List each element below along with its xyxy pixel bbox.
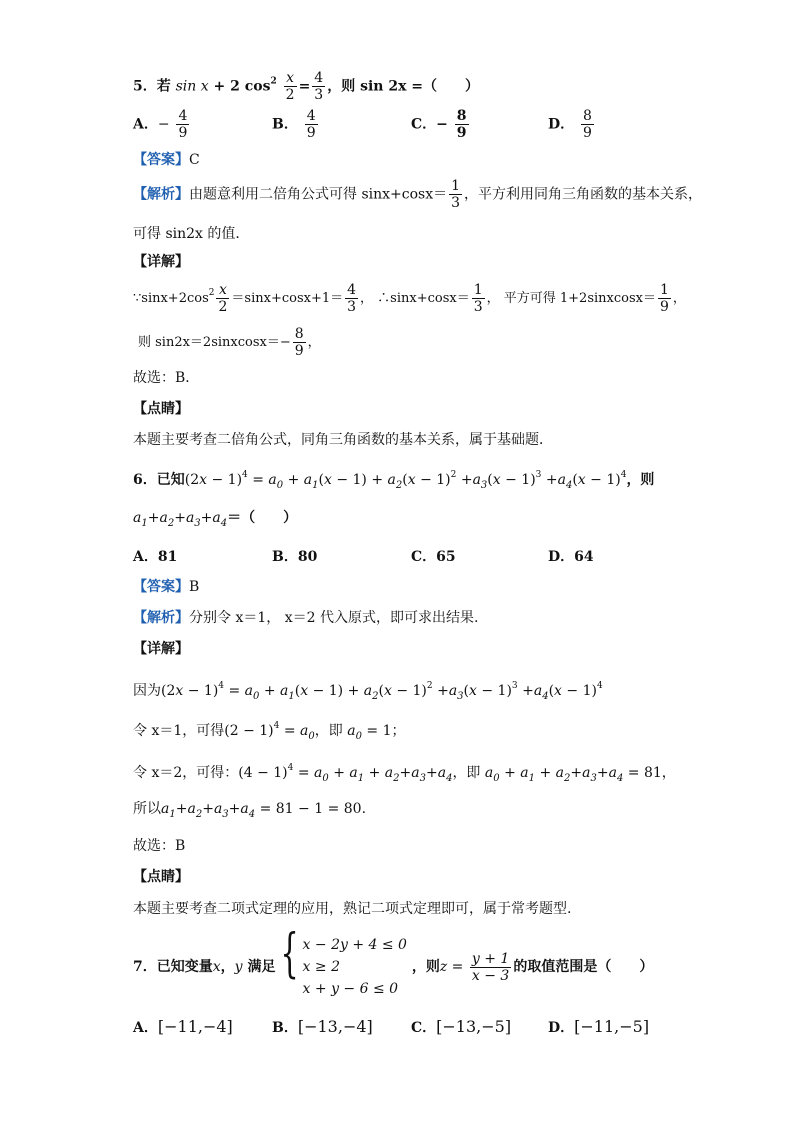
q6-stem: 6．已知$(2x - 1)^4 = a_0 + a_1(x - 1) + a_2(x - 1)^2 +a_3(x - 1)^3 +a_4(x - 1)^4$，则 (133, 470, 655, 491)
option-b: B． $\frac{4}{9}$ (272, 108, 316, 141)
q6-ask: $a_1+a_2+a_3+a_4=$（ ） (133, 510, 298, 529)
q5-detail-line2: 则 sin2x＝2sinxcosx＝− $\frac{8}{9}$ ， (138, 326, 321, 359)
option-a: A．81 (133, 549, 178, 565)
q6-detail-line4: 所以$a_1+a_2+a_3+a_4 = 81 - 1 = 80$. (133, 801, 367, 820)
q5-stem: 5．若 sin x + 2 $\cos^2$ $\frac{x}{2}$ = $\frac{4}{3}$ ，则 sin 2x =（ ） (133, 70, 480, 103)
option-d: D．64 (548, 549, 594, 565)
option-c: C．65 (411, 549, 456, 565)
option-a: A．[−11,−4] (133, 1017, 233, 1036)
q5-analysis: 【解析】由题意利用二倍角公式可得 sinx+cosx＝ $\frac{1}{3}$ ，平方利用同角三角函数的基本关系， (133, 178, 703, 211)
q7-stem: 7．已知变量x，y 满足 { x − 2y + 4 ≤ 0 x ≥ 2 x + y − 6 ≤ 0 ，则z = $\frac{y + 1}{x - 3}$ 的取值范围是（ ） (133, 928, 653, 1003)
option-d: D． $\frac{8}{9}$ (548, 108, 592, 141)
q5-analysis-cont: 可得 sin2x 的值． (133, 226, 250, 242)
q6-comment: 本题主要考查二项式定理的应用，熟记二项式定理即可，属于常考题型. (133, 901, 572, 917)
option-b: B．[−13,−4] (272, 1017, 373, 1036)
q5-comment: 本题主要考查二倍角公式，同角三角函数的基本关系，属于基础题． (133, 432, 553, 448)
option-d: D．[−11,−5] (548, 1017, 650, 1036)
option-c: C．− $\frac{8}{9}$ (411, 108, 467, 141)
q6-choose: 故选：B (133, 838, 186, 854)
q5-detail-line1: $\because\sin x+2\cos^2$ $\frac{x}{2}$ ＝sinx+cosx+1＝ $\frac{4}{3}$ ， ∴sinx+cosx＝ $\frac{1}{3}$ ， 平方可得 1+2sinxcosx＝ $\frac{1}{9}$ ， (133, 282, 686, 315)
q6-answer: 【答案】B (133, 579, 200, 595)
q6-detail-tag: 【详解】 (133, 641, 189, 657)
q6-comment-tag: 【点睛】 (133, 869, 189, 885)
q5-choose: 故选：B． (133, 370, 200, 386)
q5-comment-tag: 【点睛】 (133, 401, 189, 417)
constraint-system: x − 2y + 4 ≤ 0 x ≥ 2 x + y − 6 ≤ 0 (302, 937, 407, 997)
q6-detail-line3: 令 x＝2，可得：$(4 - 1)^4 = a_0 + a_1 + a_2+a_3+a_4$，即 $a_0 + a_1 + a_2+a_3+a_4 = 81$， (133, 763, 676, 784)
q5-answer: 【答案】C (133, 152, 200, 168)
q6-detail-line1: 因为$(2x - 1)^4 = a_0 + a_1(x - 1) + a_2(x - 1)^2 +a_3(x - 1)^3 +a_4(x - 1)^4$ (133, 681, 603, 702)
q5-detail-tag: 【详解】 (133, 254, 189, 270)
q6-detail-line2: 令 x＝1，可得$(2 - 1)^4 = a_0$，即 $a_0 = 1$； (133, 721, 406, 742)
option-a: A．− $\frac{4}{9}$ (133, 108, 188, 141)
option-b: B．80 (272, 549, 318, 565)
option-c: C．[−13,−5] (411, 1017, 512, 1036)
q6-analysis: 【解析】分别令 x＝1， x＝2 代入原式，即可求出结果. (133, 610, 479, 626)
